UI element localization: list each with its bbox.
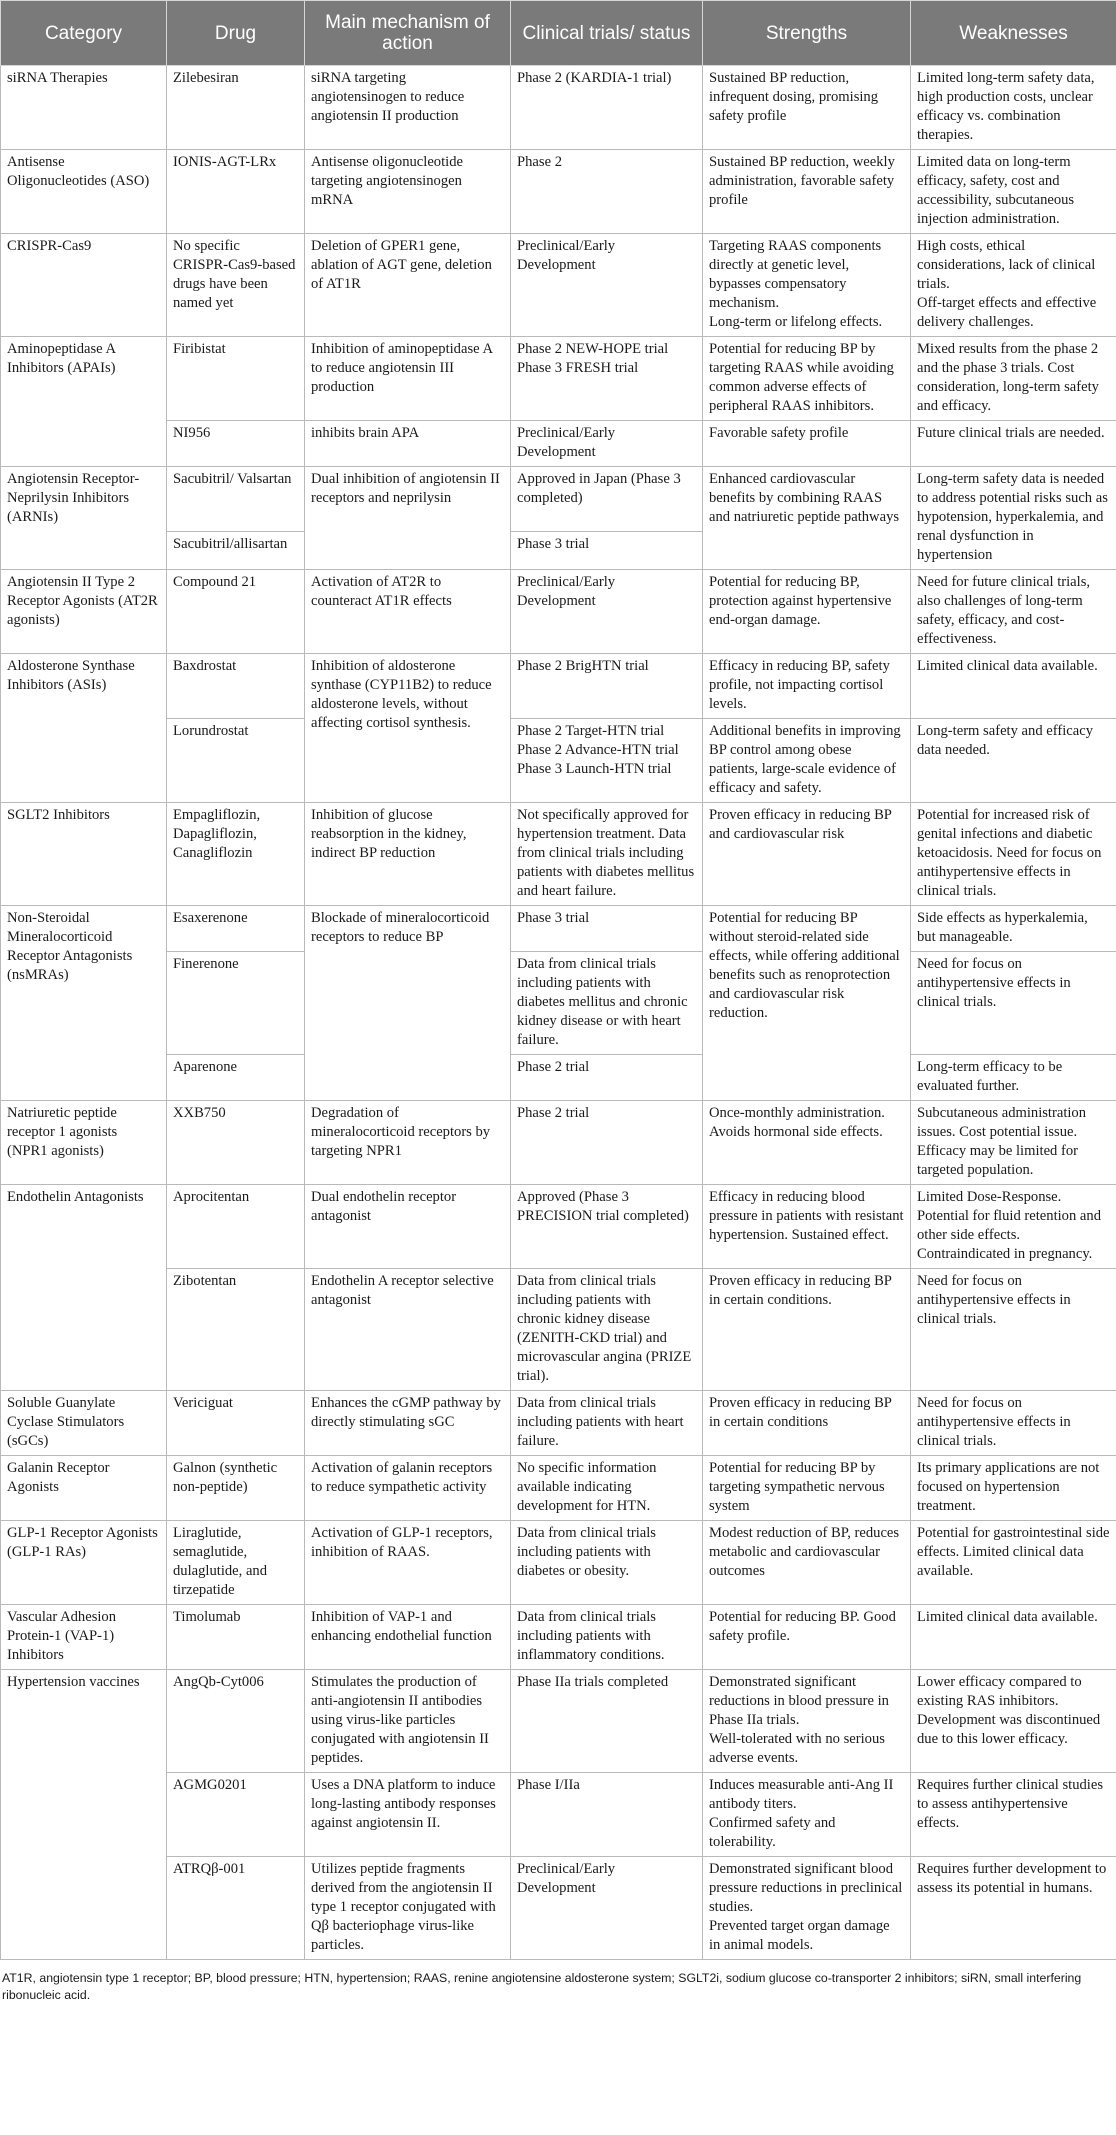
trial-cell: Data from clinical trials including patients with inflammatory conditions. bbox=[511, 1605, 703, 1670]
trial-cell: Phase 3 trial bbox=[511, 531, 703, 569]
mechanism-cell: Activation of AT2R to counteract AT1R effects bbox=[305, 570, 511, 654]
category-cell: Natriuretic peptide receptor 1 agonists (NPR1 agonists) bbox=[1, 1101, 167, 1185]
drug-cell: Aparenone bbox=[167, 1055, 305, 1101]
weaknesses-cell: Lower efficacy compared to existing RAS inhibitors. Development was discontinued due to this lower efficacy. bbox=[911, 1670, 1116, 1773]
weaknesses-cell: Need for focus on antihypertensive effects in clinical trials. bbox=[911, 952, 1116, 1055]
trial-cell: Data from clinical trials including patients with chronic kidney disease (ZENITH-CKD trial) and microvascular angina (PRIZE trial). bbox=[511, 1269, 703, 1391]
drug-cell: Lorundrostat bbox=[167, 719, 305, 803]
weaknesses-cell: Long-term efficacy to be evaluated further. bbox=[911, 1055, 1116, 1101]
trial-cell: Phase IIa trials completed bbox=[511, 1670, 703, 1773]
trial-cell: Data from clinical trials including patients with heart failure. bbox=[511, 1391, 703, 1456]
drug-cell: Liraglutide, semaglutide, dulaglutide, and tirzepatide bbox=[167, 1521, 305, 1605]
trial-cell: No specific information available indicating development for HTN. bbox=[511, 1456, 703, 1521]
table-row bbox=[1, 1521, 1116, 1605]
table-row bbox=[1, 803, 1116, 906]
table-row bbox=[1, 234, 1116, 337]
category-cell: GLP-1 Receptor Agonists (GLP-1 RAs) bbox=[1, 1521, 167, 1605]
mechanism-cell: inhibits brain APA bbox=[305, 421, 511, 467]
table-footnote: AT1R, angiotensin type 1 receptor; BP, blood pressure; HTN, hypertension; RAAS, renine angiotensine aldosterone system; SGLT2i, sodium glucose co-transporter 2 inhibitors; siRN, small interfering ribonucleic acid. bbox=[2, 1971, 1082, 2002]
trial-cell: Phase I/IIa bbox=[511, 1773, 703, 1857]
trial-cell: Phase 2 (KARDIA-1 trial) bbox=[511, 66, 703, 150]
weaknesses-cell: Limited long-term safety data, high production costs, unclear efficacy vs. combination therapies. bbox=[911, 66, 1116, 150]
mechanism-cell: Enhances the cGMP pathway by directly stimulating sGC bbox=[305, 1391, 511, 1456]
category-cell: Vascular Adhesion Protein-1 (VAP-1) Inhibitors bbox=[1, 1605, 167, 1670]
weaknesses-cell: Need for focus on antihypertensive effects in clinical trials. bbox=[911, 1391, 1116, 1456]
mechanism-cell: siRNA targeting angiotensinogen to reduce angiotensin II production bbox=[305, 66, 511, 150]
trial-cell: Phase 2 trial bbox=[511, 1101, 703, 1185]
strengths-cell: Induces measurable anti-Ang II antibody titers. Confirmed safety and tolerability. bbox=[703, 1773, 911, 1857]
drug-cell: Empagliflozin, Dapagliflozin, Canagliflozin bbox=[167, 803, 305, 906]
mechanism-cell: Inhibition of aminopeptidase A to reduce angiotensin III production bbox=[305, 337, 511, 421]
strengths-cell: Potential for reducing BP without steroid-related side effects, while offering additional benefits such as renoprotection and cardiovascular risk reduction. bbox=[703, 906, 911, 1101]
header-row bbox=[1, 1, 1116, 66]
weaknesses-cell: Limited Dose-Response. Potential for fluid retention and other side effects. Contraindicated in pregnancy. bbox=[911, 1185, 1116, 1269]
strengths-cell: Targeting RAAS components directly at genetic level, bypasses compensatory mechanism. Long-term or lifelong effects. bbox=[703, 234, 911, 337]
header-weaknesses: Weaknesses bbox=[911, 1, 1116, 66]
strengths-cell: Efficacy in reducing BP, safety profile, not impacting cortisol levels. bbox=[703, 654, 911, 719]
mechanism-cell: Inhibition of VAP-1 and enhancing endothelial function bbox=[305, 1605, 511, 1670]
drug-cell: Baxdrostat bbox=[167, 654, 305, 719]
strengths-cell: Potential for reducing BP, protection against hypertensive end-organ damage. bbox=[703, 570, 911, 654]
weaknesses-cell: Long-term safety data is needed to address potential risks such as hypotension, hyperkalemia, and renal dysfunction in hypertension bbox=[911, 467, 1116, 570]
trial-cell: Preclinical/Early Development bbox=[511, 421, 703, 467]
trial-cell: Preclinical/Early Development bbox=[511, 234, 703, 337]
strengths-cell: Favorable safety profile bbox=[703, 421, 911, 467]
trial-cell: Approved (Phase 3 PRECISION trial completed) bbox=[511, 1185, 703, 1269]
table-row bbox=[1, 952, 1116, 1055]
drug-cell: Timolumab bbox=[167, 1605, 305, 1670]
table-row bbox=[1, 1185, 1116, 1269]
weaknesses-cell: Limited clinical data available. bbox=[911, 1605, 1116, 1670]
header-drug: Drug bbox=[167, 1, 305, 66]
table-header bbox=[1, 1, 1116, 66]
strengths-cell: Modest reduction of BP, reduces metabolic and cardiovascular outcomes bbox=[703, 1521, 911, 1605]
header-clinical-trials: Clinical trials/ status bbox=[511, 1, 703, 66]
category-cell: Antisense Oligonucleotides (ASO) bbox=[1, 150, 167, 234]
category-cell: Angiotensin Receptor-Neprilysin Inhibitors (ARNIs) bbox=[1, 467, 167, 570]
strengths-cell: Proven efficacy in reducing BP in certain conditions bbox=[703, 1391, 911, 1456]
category-cell: siRNA Therapies bbox=[1, 66, 167, 150]
category-cell: Angiotensin II Type 2 Receptor Agonists (AT2R agonists) bbox=[1, 570, 167, 654]
category-cell: Non-Steroidal Mineralocorticoid Receptor Antagonists (nsMRAs) bbox=[1, 906, 167, 1101]
mechanism-cell: Dual endothelin receptor antagonist bbox=[305, 1185, 511, 1269]
drug-cell: Esaxerenone bbox=[167, 906, 305, 952]
trial-cell: Preclinical/Early Development bbox=[511, 570, 703, 654]
category-cell: Soluble Guanylate Cyclase Stimulators (sGCs) bbox=[1, 1391, 167, 1456]
trial-cell: Approved in Japan (Phase 3 completed) bbox=[511, 467, 703, 532]
strengths-cell: Demonstrated significant blood pressure reductions in preclinical studies. Prevented target organ damage in animal models. bbox=[703, 1857, 911, 1960]
table-row bbox=[1, 1857, 1116, 1960]
drug-cell: AGMG0201 bbox=[167, 1773, 305, 1857]
weaknesses-cell: Limited data on long-term efficacy, safety, cost and accessibility, subcutaneous injection administration. bbox=[911, 150, 1116, 234]
drug-cell: NI956 bbox=[167, 421, 305, 467]
table-row bbox=[1, 570, 1116, 654]
drug-cell: Zibotentan bbox=[167, 1269, 305, 1391]
strengths-cell: Once-monthly administration. Avoids hormonal side effects. bbox=[703, 1101, 911, 1185]
mechanism-cell: Dual inhibition of angiotensin II receptors and neprilysin bbox=[305, 467, 511, 570]
strengths-cell: Sustained BP reduction, infrequent dosing, promising safety profile bbox=[703, 66, 911, 150]
mechanism-cell: Activation of galanin receptors to reduce sympathetic activity bbox=[305, 1456, 511, 1521]
mechanism-cell: Deletion of GPER1 gene, ablation of AGT gene, deletion of AT1R bbox=[305, 234, 511, 337]
category-cell: CRISPR-Cas9 bbox=[1, 234, 167, 337]
strengths-cell: Demonstrated significant reductions in blood pressure in Phase IIa trials. Well-tolerated with no serious adverse events. bbox=[703, 1670, 911, 1773]
table-row bbox=[1, 906, 1116, 952]
category-cell: Endothelin Antagonists bbox=[1, 1185, 167, 1391]
mechanism-cell: Stimulates the production of anti-angiotensin II antibodies using virus-like particles conjugated with angiotensin II peptides. bbox=[305, 1670, 511, 1773]
mechanism-cell: Uses a DNA platform to induce long-lasting antibody responses against angiotensin II. bbox=[305, 1773, 511, 1857]
weaknesses-cell: Its primary applications are not focused on hypertension treatment. bbox=[911, 1456, 1116, 1521]
table-row bbox=[1, 421, 1116, 467]
table-row bbox=[1, 467, 1116, 532]
header-mechanism: Main mechanism of action bbox=[305, 1, 511, 66]
weaknesses-cell: Long-term safety and efficacy data needed. bbox=[911, 719, 1116, 803]
mechanism-cell: Inhibition of glucose reabsorption in the kidney, indirect BP reduction bbox=[305, 803, 511, 906]
category-cell: Galanin Receptor Agonists bbox=[1, 1456, 167, 1521]
trial-cell: Phase 2 Target-HTN trial Phase 2 Advance-HTN trial Phase 3 Launch-HTN trial bbox=[511, 719, 703, 803]
table-row bbox=[1, 1670, 1116, 1773]
trial-cell: Phase 3 trial bbox=[511, 906, 703, 952]
header-category: Category bbox=[1, 1, 167, 66]
drug-cell: Aprocitentan bbox=[167, 1185, 305, 1269]
weaknesses-cell: Requires further clinical studies to assess antihypertensive effects. bbox=[911, 1773, 1116, 1857]
mechanism-cell: Antisense oligonucleotide targeting angiotensinogen mRNA bbox=[305, 150, 511, 234]
weaknesses-cell: High costs, ethical considerations, lack of clinical trials. Off-target effects and effective delivery challenges. bbox=[911, 234, 1116, 337]
drug-cell: Zilebesiran bbox=[167, 66, 305, 150]
strengths-cell: Potential for reducing BP. Good safety profile. bbox=[703, 1605, 911, 1670]
trial-cell: Phase 2 bbox=[511, 150, 703, 234]
drug-cell: IONIS-AGT-LRx bbox=[167, 150, 305, 234]
table-row bbox=[1, 150, 1116, 234]
table-row bbox=[1, 1101, 1116, 1185]
mechanism-cell: Endothelin A receptor selective antagonist bbox=[305, 1269, 511, 1391]
trial-cell: Not specifically approved for hypertension treatment. Data from clinical trials including patients with diabetes mellitus and heart failure. bbox=[511, 803, 703, 906]
weaknesses-cell: Subcutaneous administration issues. Cost potential issue. Efficacy may be limited for targeted population. bbox=[911, 1101, 1116, 1185]
weaknesses-cell: Mixed results from the phase 2 and the phase 3 trials. Cost consideration, long-term safety and efficacy. bbox=[911, 337, 1116, 421]
mechanism-cell: Degradation of mineralocorticoid receptors by targeting NPR1 bbox=[305, 1101, 511, 1185]
table-row bbox=[1, 1605, 1116, 1670]
table-row bbox=[1, 1773, 1116, 1857]
trial-cell: Preclinical/Early Development bbox=[511, 1857, 703, 1960]
strengths-cell: Potential for reducing BP by targeting sympathetic nervous system bbox=[703, 1456, 911, 1521]
drug-cell: Vericiguat bbox=[167, 1391, 305, 1456]
mechanism-cell: Inhibition of aldosterone synthase (CYP11B2) to reduce aldosterone levels, without affecting cortisol synthesis. bbox=[305, 654, 511, 803]
weaknesses-cell: Need for future clinical trials, also challenges of long-term safety, efficacy, and cost-effectiveness. bbox=[911, 570, 1116, 654]
weaknesses-cell: Potential for increased risk of genital infections and diabetic ketoacidosis. Need for focus on antihypertensive effects in clinical trials. bbox=[911, 803, 1116, 906]
strengths-cell: Additional benefits in improving BP control among obese patients, large-scale evidence of efficacy and safety. bbox=[703, 719, 911, 803]
strengths-cell: Sustained BP reduction, weekly administration, favorable safety profile bbox=[703, 150, 911, 234]
trial-cell: Phase 2 trial bbox=[511, 1055, 703, 1101]
drug-cell: XXB750 bbox=[167, 1101, 305, 1185]
drug-cell: Compound 21 bbox=[167, 570, 305, 654]
table-row bbox=[1, 1456, 1116, 1521]
header-strengths: Strengths bbox=[703, 1, 911, 66]
strengths-cell: Enhanced cardiovascular benefits by combining RAAS and natriuretic peptide pathways bbox=[703, 467, 911, 570]
weaknesses-cell: Limited clinical data available. bbox=[911, 654, 1116, 719]
category-cell: SGLT2 Inhibitors bbox=[1, 803, 167, 906]
drug-cell: Firibistat bbox=[167, 337, 305, 421]
strengths-cell: Efficacy in reducing blood pressure in patients with resistant hypertension. Sustained effect. bbox=[703, 1185, 911, 1269]
table-row bbox=[1, 654, 1116, 719]
strengths-cell: Proven efficacy in reducing BP in certain conditions. bbox=[703, 1269, 911, 1391]
trial-cell: Data from clinical trials including patients with diabetes or obesity. bbox=[511, 1521, 703, 1605]
mechanism-cell: Activation of GLP-1 receptors, inhibition of RAAS. bbox=[305, 1521, 511, 1605]
weaknesses-cell: Future clinical trials are needed. bbox=[911, 421, 1116, 467]
drug-cell: Sacubitril/allisartan bbox=[167, 531, 305, 569]
weaknesses-cell: Need for focus on antihypertensive effects in clinical trials. bbox=[911, 1269, 1116, 1391]
category-cell: Hypertension vaccines bbox=[1, 1670, 167, 1960]
trial-cell: Data from clinical trials including patients with diabetes mellitus and chronic kidney disease or with heart failure. bbox=[511, 952, 703, 1055]
drug-cell: AngQb-Cyt006 bbox=[167, 1670, 305, 1773]
table-row bbox=[1, 1055, 1116, 1101]
table-row bbox=[1, 66, 1116, 150]
drug-cell: Galnon (synthetic non-peptide) bbox=[167, 1456, 305, 1521]
table-row bbox=[1, 719, 1116, 803]
strengths-cell: Proven efficacy in reducing BP and cardiovascular risk bbox=[703, 803, 911, 906]
strengths-cell: Potential for reducing BP by targeting RAAS while avoiding common adverse effects of peripheral RAAS inhibitors. bbox=[703, 337, 911, 421]
category-cell: Aldosterone Synthase Inhibitors (ASIs) bbox=[1, 654, 167, 803]
table-body bbox=[1, 66, 1116, 1960]
mechanism-cell: Blockade of mineralocorticoid receptors to reduce BP bbox=[305, 906, 511, 1101]
drug-cell: Finerenone bbox=[167, 952, 305, 1055]
table-row bbox=[1, 1269, 1116, 1391]
weaknesses-cell: Requires further development to assess its potential in humans. bbox=[911, 1857, 1116, 1960]
weaknesses-cell: Side effects as hyperkalemia, but manageable. bbox=[911, 906, 1116, 952]
drug-cell: No specific CRISPR-Cas9-based drugs have been named yet bbox=[167, 234, 305, 337]
drug-cell: ATRQβ-001 bbox=[167, 1857, 305, 1960]
drug-cell: Sacubitril/ Valsartan bbox=[167, 467, 305, 532]
mechanism-cell: Utilizes peptide fragments derived from the angiotensin II type 1 receptor conjugated with Qβ bacteriophage virus-like particles. bbox=[305, 1857, 511, 1960]
trial-cell: Phase 2 NEW-HOPE trial Phase 3 FRESH trial bbox=[511, 337, 703, 421]
table-row bbox=[1, 1391, 1116, 1456]
category-cell: Aminopeptidase A Inhibitors (APAIs) bbox=[1, 337, 167, 467]
weaknesses-cell: Potential for gastrointestinal side effects. Limited clinical data available. bbox=[911, 1521, 1116, 1605]
trial-cell: Phase 2 BrigHTN trial bbox=[511, 654, 703, 719]
table-row bbox=[1, 337, 1116, 421]
